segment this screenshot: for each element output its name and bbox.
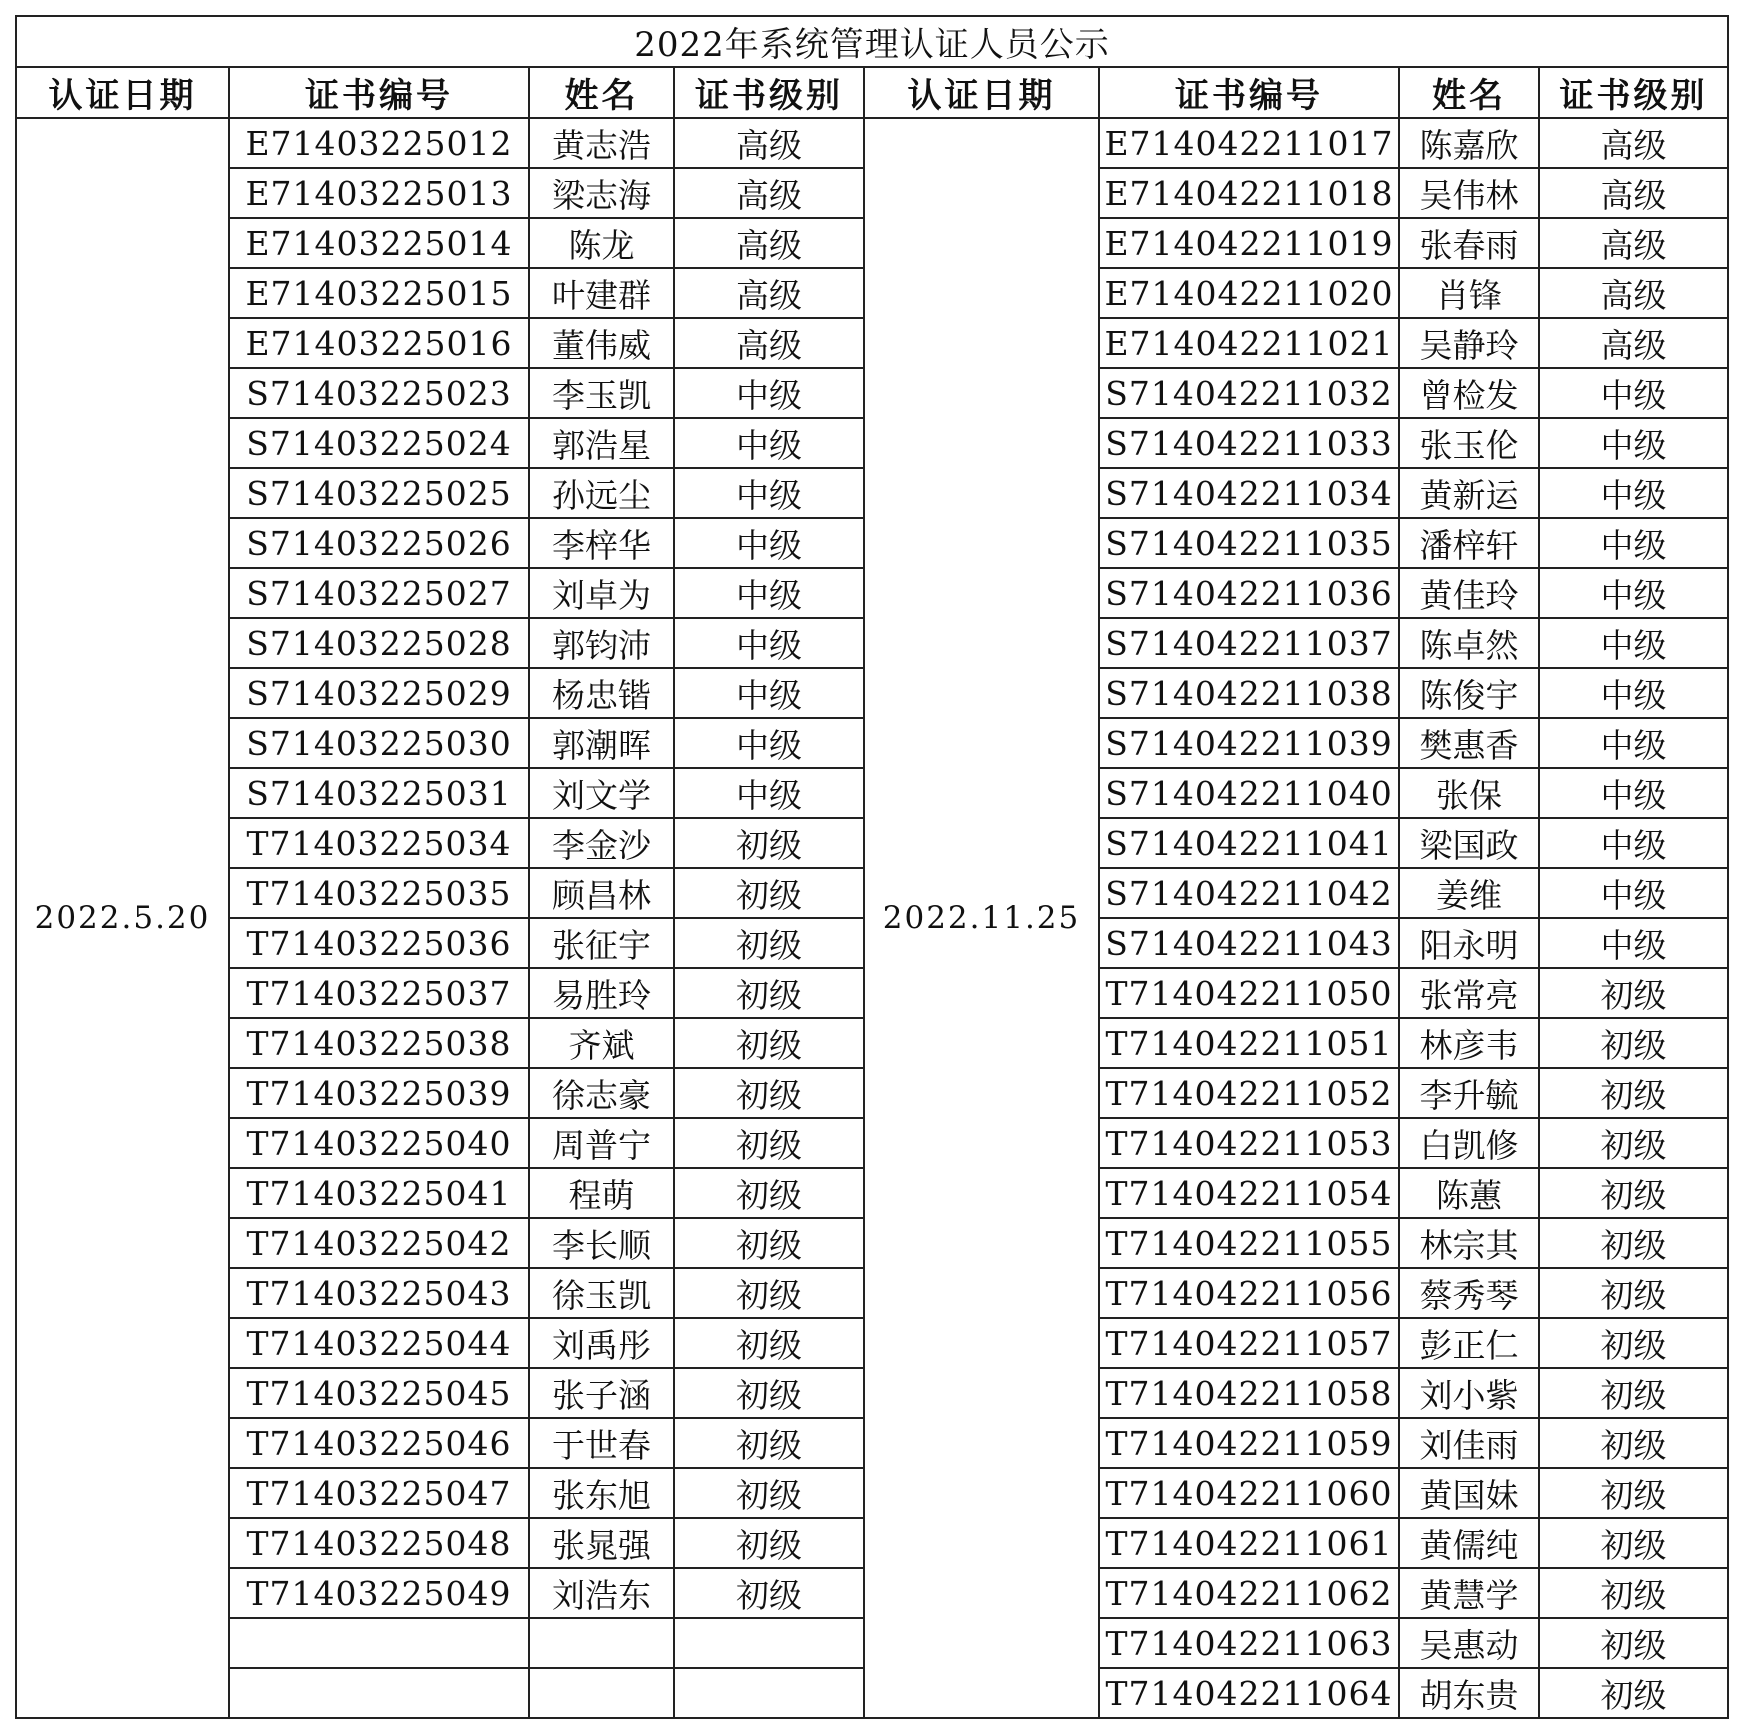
left-level: 初级 [674,1468,864,1518]
left-name: 陈龙 [529,218,674,268]
right-cert-no: T714042211054 [1099,1168,1399,1218]
right-level: 初级 [1539,1518,1728,1568]
right-cert-no: S714042211032 [1099,368,1399,418]
left-name: 徐志豪 [529,1068,674,1118]
left-level: 初级 [674,1218,864,1268]
right-level: 高级 [1539,268,1728,318]
right-level: 中级 [1539,718,1728,768]
right-name: 张保 [1399,768,1539,818]
right-name: 黄佳玲 [1399,568,1539,618]
right-level: 初级 [1539,1018,1728,1068]
left-name: 张征宇 [529,918,674,968]
table-title: 2022年系统管理认证人员公示 [16,16,1728,67]
right-cert-no: E714042211017 [1099,118,1399,168]
left-level: 高级 [674,318,864,368]
left-level [674,1618,864,1668]
right-level: 初级 [1539,1668,1728,1718]
right-level: 中级 [1539,368,1728,418]
header-right-cert-no: 证书编号 [1099,67,1399,118]
left-name: 于世春 [529,1418,674,1468]
right-level: 高级 [1539,118,1728,168]
right-name: 白凯修 [1399,1118,1539,1168]
right-cert-no: S714042211042 [1099,868,1399,918]
left-level: 中级 [674,668,864,718]
right-date-cell: 2022.11.25 [864,118,1099,1718]
right-name: 陈俊宇 [1399,668,1539,718]
left-name [529,1618,674,1668]
left-level: 初级 [674,1018,864,1068]
left-name: 程萌 [529,1168,674,1218]
right-cert-no: E714042211018 [1099,168,1399,218]
right-level: 初级 [1539,1418,1728,1468]
left-cert-no: T71403225043 [229,1268,529,1318]
left-level: 初级 [674,1268,864,1318]
left-name: 徐玉凯 [529,1268,674,1318]
right-cert-no: S714042211037 [1099,618,1399,668]
right-name: 林彦韦 [1399,1018,1539,1068]
left-level: 初级 [674,1118,864,1168]
left-name: 梁志海 [529,168,674,218]
left-level: 初级 [674,1568,864,1618]
right-level: 初级 [1539,968,1728,1018]
left-name: 董伟威 [529,318,674,368]
left-level: 初级 [674,818,864,868]
right-name: 陈嘉欣 [1399,118,1539,168]
left-name: 黄志浩 [529,118,674,168]
right-cert-no: E714042211019 [1099,218,1399,268]
right-level: 初级 [1539,1068,1728,1118]
right-name: 梁国政 [1399,818,1539,868]
left-cert-no: T71403225037 [229,968,529,1018]
right-level: 中级 [1539,518,1728,568]
left-level: 高级 [674,268,864,318]
header-left-name: 姓名 [529,67,674,118]
right-name: 刘小紫 [1399,1368,1539,1418]
left-name: 郭浩星 [529,418,674,468]
right-level: 初级 [1539,1368,1728,1418]
right-cert-no: T714042211064 [1099,1668,1399,1718]
right-name: 陈卓然 [1399,618,1539,668]
right-level: 中级 [1539,918,1728,968]
right-cert-no: S714042211041 [1099,818,1399,868]
left-cert-no: T71403225047 [229,1468,529,1518]
left-name: 李金沙 [529,818,674,868]
left-cert-no: T71403225041 [229,1168,529,1218]
left-name: 李长顺 [529,1218,674,1268]
right-name: 张玉伦 [1399,418,1539,468]
left-name: 孙远尘 [529,468,674,518]
right-cert-no: S714042211036 [1099,568,1399,618]
right-name: 张常亮 [1399,968,1539,1018]
left-cert-no: S71403225028 [229,618,529,668]
left-cert-no: S71403225030 [229,718,529,768]
right-level: 中级 [1539,468,1728,518]
title-row [16,16,1728,67]
left-cert-no: T71403225049 [229,1568,529,1618]
left-cert-no: T71403225038 [229,1018,529,1068]
right-cert-no: T714042211053 [1099,1118,1399,1168]
left-cert-no [229,1668,529,1718]
left-name [529,1668,674,1718]
left-cert-no [229,1618,529,1668]
right-level: 初级 [1539,1268,1728,1318]
right-level: 中级 [1539,868,1728,918]
right-cert-no: T714042211061 [1099,1518,1399,1568]
left-level: 初级 [674,1368,864,1418]
left-cert-no: E71403225015 [229,268,529,318]
header-right-date: 认证日期 [864,67,1099,118]
right-cert-no: T714042211057 [1099,1318,1399,1368]
right-name: 黄新运 [1399,468,1539,518]
left-name: 刘浩东 [529,1568,674,1618]
right-name: 黄慧学 [1399,1568,1539,1618]
left-name: 郭钧沛 [529,618,674,668]
left-level [674,1668,864,1718]
right-name: 黄儒纯 [1399,1518,1539,1568]
left-name: 李梓华 [529,518,674,568]
right-cert-no: T714042211055 [1099,1218,1399,1268]
left-name: 刘卓为 [529,568,674,618]
right-cert-no: S714042211033 [1099,418,1399,468]
left-cert-no: E71403225014 [229,218,529,268]
right-name: 樊惠香 [1399,718,1539,768]
right-cert-no: T714042211063 [1099,1618,1399,1668]
right-name: 张春雨 [1399,218,1539,268]
left-cert-no: S71403225031 [229,768,529,818]
left-cert-no: S71403225024 [229,418,529,468]
left-cert-no: T71403225035 [229,868,529,918]
right-cert-no: T714042211059 [1099,1418,1399,1468]
left-cert-no: T71403225034 [229,818,529,868]
left-cert-no: S71403225027 [229,568,529,618]
left-level: 初级 [674,1168,864,1218]
left-name: 叶建群 [529,268,674,318]
left-level: 中级 [674,568,864,618]
header-row [16,67,1728,118]
right-level: 高级 [1539,318,1728,368]
table-row [16,118,1728,168]
right-name: 姜维 [1399,868,1539,918]
left-cert-no: T71403225045 [229,1368,529,1418]
right-level: 初级 [1539,1468,1728,1518]
right-cert-no: S714042211043 [1099,918,1399,968]
right-cert-no: T714042211052 [1099,1068,1399,1118]
left-cert-no: T71403225048 [229,1518,529,1568]
left-level: 高级 [674,118,864,168]
right-level: 高级 [1539,218,1728,268]
left-date-cell: 2022.5.20 [16,118,229,1718]
left-level: 初级 [674,1318,864,1368]
right-name: 吴惠动 [1399,1618,1539,1668]
left-cert-no: S71403225025 [229,468,529,518]
left-level: 中级 [674,368,864,418]
certification-table [15,15,1729,1719]
right-level: 中级 [1539,768,1728,818]
left-level: 初级 [674,868,864,918]
right-level: 初级 [1539,1618,1728,1668]
left-level: 初级 [674,918,864,968]
left-name: 杨忠锴 [529,668,674,718]
right-cert-no: T714042211058 [1099,1368,1399,1418]
left-name: 张晁强 [529,1518,674,1568]
left-level: 中级 [674,418,864,468]
right-cert-no: S714042211040 [1099,768,1399,818]
right-cert-no: T714042211062 [1099,1568,1399,1618]
right-name: 吴静玲 [1399,318,1539,368]
right-name: 刘佳雨 [1399,1418,1539,1468]
header-left-date: 认证日期 [16,67,229,118]
right-name: 潘梓轩 [1399,518,1539,568]
right-level: 初级 [1539,1568,1728,1618]
right-cert-no: S714042211039 [1099,718,1399,768]
right-level: 高级 [1539,168,1728,218]
right-level: 中级 [1539,818,1728,868]
left-name: 刘禹彤 [529,1318,674,1368]
right-level: 初级 [1539,1118,1728,1168]
right-name: 彭正仁 [1399,1318,1539,1368]
left-level: 初级 [674,968,864,1018]
left-cert-no: T71403225039 [229,1068,529,1118]
right-name: 吴伟林 [1399,168,1539,218]
right-level: 中级 [1539,618,1728,668]
left-level: 中级 [674,768,864,818]
left-name: 周普宁 [529,1118,674,1168]
right-level: 初级 [1539,1218,1728,1268]
right-name: 陈蕙 [1399,1168,1539,1218]
right-level: 初级 [1539,1318,1728,1368]
left-level: 中级 [674,618,864,668]
left-name: 张东旭 [529,1468,674,1518]
left-level: 中级 [674,518,864,568]
left-name: 齐斌 [529,1018,674,1068]
left-cert-no: S71403225029 [229,668,529,718]
right-name: 胡东贵 [1399,1668,1539,1718]
left-cert-no: T71403225040 [229,1118,529,1168]
right-level: 中级 [1539,568,1728,618]
left-level: 中级 [674,468,864,518]
left-cert-no: S71403225026 [229,518,529,568]
left-level: 高级 [674,218,864,268]
header-right-level: 证书级别 [1539,67,1728,118]
right-name: 黄国妹 [1399,1468,1539,1518]
left-name: 张子涵 [529,1368,674,1418]
header-right-name: 姓名 [1399,67,1539,118]
left-level: 初级 [674,1518,864,1568]
right-level: 中级 [1539,418,1728,468]
left-level: 初级 [674,1418,864,1468]
right-cert-no: E714042211020 [1099,268,1399,318]
right-level: 中级 [1539,668,1728,718]
right-cert-no: S714042211034 [1099,468,1399,518]
right-name: 李升毓 [1399,1068,1539,1118]
right-cert-no: T714042211050 [1099,968,1399,1018]
header-left-level: 证书级别 [674,67,864,118]
left-name: 刘文学 [529,768,674,818]
right-cert-no: T714042211056 [1099,1268,1399,1318]
left-level: 中级 [674,718,864,768]
header-left-cert-no: 证书编号 [229,67,529,118]
right-name: 曾检发 [1399,368,1539,418]
left-cert-no: T71403225042 [229,1218,529,1268]
right-cert-no: S714042211035 [1099,518,1399,568]
right-cert-no: T714042211051 [1099,1018,1399,1068]
left-name: 郭潮晖 [529,718,674,768]
left-level: 初级 [674,1068,864,1118]
left-name: 顾昌林 [529,868,674,918]
left-cert-no: T71403225036 [229,918,529,968]
right-level: 初级 [1539,1168,1728,1218]
left-name: 李玉凯 [529,368,674,418]
right-cert-no: E714042211021 [1099,318,1399,368]
right-cert-no: S714042211038 [1099,668,1399,718]
left-cert-no: T71403225046 [229,1418,529,1468]
left-level: 高级 [674,168,864,218]
left-name: 易胜玲 [529,968,674,1018]
right-name: 肖锋 [1399,268,1539,318]
left-cert-no: S71403225023 [229,368,529,418]
right-name: 蔡秀琴 [1399,1268,1539,1318]
left-cert-no: E71403225016 [229,318,529,368]
left-cert-no: E71403225013 [229,168,529,218]
right-name: 阳永明 [1399,918,1539,968]
right-name: 林宗其 [1399,1218,1539,1268]
left-cert-no: T71403225044 [229,1318,529,1368]
left-cert-no: E71403225012 [229,118,529,168]
right-cert-no: T714042211060 [1099,1468,1399,1518]
